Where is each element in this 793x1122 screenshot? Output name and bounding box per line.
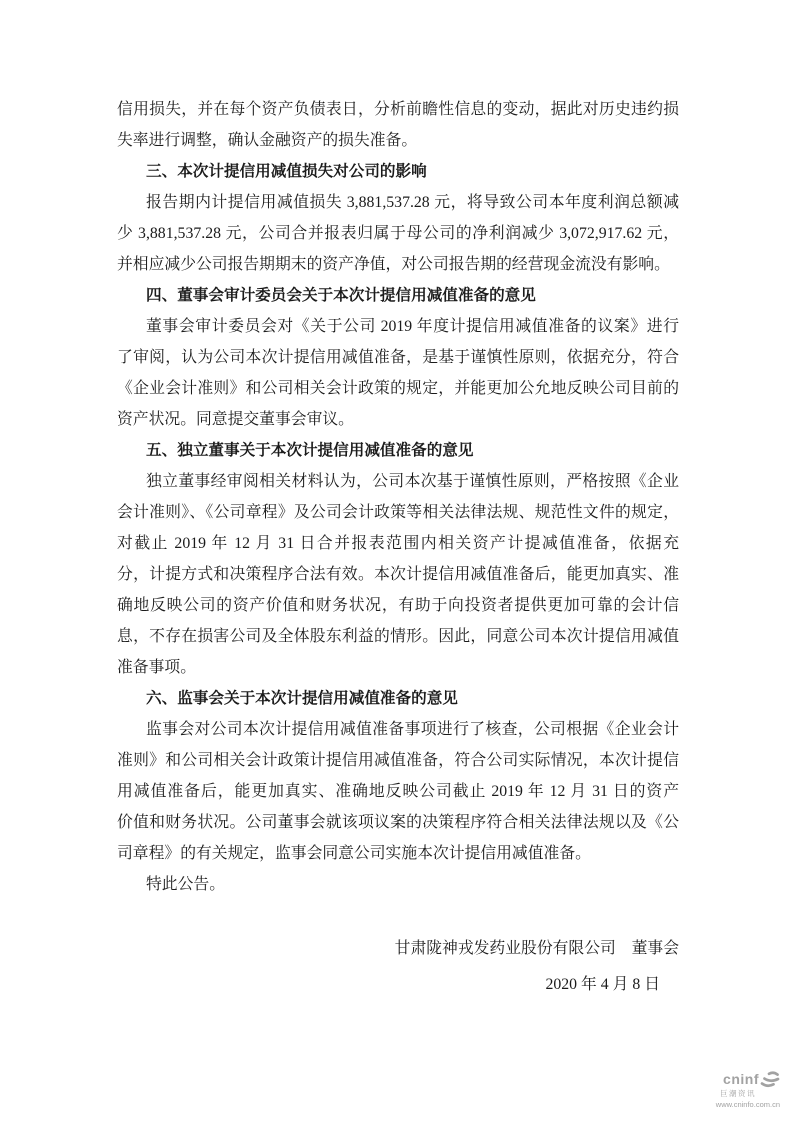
paragraph-line: 《企业会计准则》和公司相关会计政策的规定，并能更加公允地反映公司目前的 bbox=[117, 380, 679, 397]
paragraph-line: 少 3,881,537.28 元，公司合并报表归属于母公司的净利润减少 3,072,917.62 元， bbox=[117, 225, 679, 242]
paragraph-line: 独立董事经审阅相关材料认为，公司本次基于谨慎性原则，严格按照《企业 bbox=[146, 473, 679, 490]
signature-block bbox=[395, 933, 679, 1000]
cninfo-chinese-name: 巨潮资讯 bbox=[720, 1089, 756, 1098]
section-heading: 三、本次计提信用减值损失对公司的影响 bbox=[146, 163, 427, 180]
paragraph-line: 分，计提方式和决策程序合法有效。本次计提信用减值准备后，能更加真实、准 bbox=[117, 566, 679, 583]
cninfo-watermark bbox=[712, 1070, 780, 1108]
paragraph-line: 价值和财务状况。公司董事会就该项议案的决策程序符合相关法律法规以及《公 bbox=[117, 814, 679, 831]
paragraph-line: 失率进行调整，确认金融资产的损失准备。 bbox=[117, 132, 418, 149]
paragraph-line: 信用损失，并在每个资产负债表日，分析前瞻性信息的变动，据此对历史违约损 bbox=[117, 101, 679, 118]
paragraph-line: 对截止 2019 年 12 月 31 日合并报表范围内相关资产计提减值准备，依据充 bbox=[117, 535, 679, 552]
document-body bbox=[117, 94, 679, 900]
paragraph-line: 准备事项。 bbox=[117, 659, 196, 676]
section-heading: 四、董事会审计委员会关于本次计提信用减值准备的意见 bbox=[146, 287, 536, 304]
signature-date: 2020 年 4 月 8 日 bbox=[545, 976, 660, 993]
section-heading: 五、独立董事关于本次计提信用减值准备的意见 bbox=[146, 442, 474, 459]
signature-company: 甘肃陇神戎发药业股份有限公司 董事会 bbox=[394, 940, 679, 957]
cninfo-swirl-icon bbox=[760, 1070, 780, 1088]
paragraph-line: 资产状况。同意提交董事会审议。 bbox=[117, 411, 354, 428]
paragraph-line: 准则》和公司相关会计政策计提信用减值准备，符合公司实际情况，本次计提信 bbox=[117, 752, 679, 769]
paragraph-line: 监事会对公司本次计提信用减值准备事项进行了核查，公司根据《企业会计 bbox=[146, 721, 679, 738]
paragraph-line: 用减值准备后，能更加真实、准确地反映公司截止 2019 年 12 月 31 日的资产 bbox=[117, 783, 679, 800]
cninfo-logo-text: cninf bbox=[723, 1071, 759, 1087]
cninfo-url: www.cninfo.com.cn bbox=[715, 1099, 780, 1109]
paragraph-line: 特此公告。 bbox=[146, 876, 225, 893]
paragraph-line: 报告期内计提信用减值损失 3,881,537.28 元，将导致公司本年度利润总额减 bbox=[146, 194, 679, 211]
cninfo-logo-row bbox=[712, 1070, 780, 1088]
paragraph-line: 了审阅，认为公司本次计提信用减值准备，是基于谨慎性原则，依据充分，符合 bbox=[117, 349, 679, 366]
paragraph-line: 司章程》的有关规定，监事会同意公司实施本次计提信用减值准备。 bbox=[117, 845, 591, 862]
paragraph-line: 息，不存在损害公司及全体股东利益的情形。因此，同意公司本次计提信用减值 bbox=[117, 628, 679, 645]
paragraph-line: 董事会审计委员会对《关于公司 2019 年度计提信用减值准备的议案》进行 bbox=[146, 318, 679, 335]
paragraph-line: 会计准则》、《公司章程》及公司会计政策等相关法律法规、规范性文件的规定， bbox=[117, 504, 679, 521]
paragraph-line: 确地反映公司的资产价值和财务状况，有助于向投资者提供更加可靠的会计信 bbox=[117, 597, 679, 614]
paragraph-line: 并相应减少公司报告期期末的资产净值，对公司报告期的经营现金流没有影响。 bbox=[117, 256, 670, 273]
section-heading: 六、监事会关于本次计提信用减值准备的意见 bbox=[146, 690, 458, 707]
